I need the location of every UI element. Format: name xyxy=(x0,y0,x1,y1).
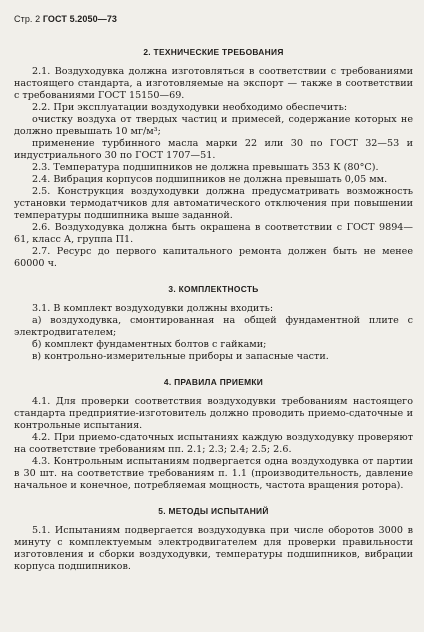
section-title: 2. ТЕХНИЧЕСКИЕ ТРЕБОВАНИЯ xyxy=(143,47,284,57)
paragraph: 4.1. Для проверки соответствия воздуходувки требованиям настоящего стандарта предприятие-изготовитель должно проводить приемо-сдаточные и контрольные испытания. xyxy=(14,396,413,431)
paragraph: применение турбинного масла марки 22 или 30 по ГОСТ 32—53 и индустриального 30 по ГОСТ 1707—51. xyxy=(14,138,413,161)
paragraph: очистку воздуха от твердых частиц и примесей, содержание которых не должно превышать 10 мг/м³; xyxy=(14,114,413,137)
section-title: 4. ПРАВИЛА ПРИЕМКИ xyxy=(163,377,264,387)
page-header xyxy=(14,14,117,24)
paragraph: 5.1. Испытаниям подвергается воздуходувка при числе оборотов 3000 в минуту с комплектуемым электродвигателем для проверки правильности изготовления и сборки воздуходувки, температуры подшипников, вибрации корпуса подшипников. xyxy=(14,525,413,572)
standard-number: ГОСТ 5.2050—73 xyxy=(42,14,118,24)
section-title: 3. КОМПЛЕКТНОСТЬ xyxy=(168,284,259,294)
paragraph: 2.3. Температура подшипников не должна превышать 353 К (80°С). xyxy=(32,162,379,173)
list-item: б) комплект фундаментных болтов с гайками; xyxy=(32,339,267,350)
paragraph: 2.7. Ресурс до первого капитального ремонта должен быть не менее 60000 ч. xyxy=(14,246,413,269)
paragraph: 3.1. В комплект воздуходувки должны входить: xyxy=(32,303,274,314)
paragraph: 2.4. Вибрация корпусов подшипников не должна превышать 0,05 мм. xyxy=(32,174,388,185)
paragraph: 4.2. При приемо-сдаточных испытаниях каждую воздуходувку проверяют на соответствие требованиям пп. 2.1; 2.3; 2.4; 2.5; 2.6. xyxy=(14,432,413,455)
paragraph: 2.6. Воздуходувка должна быть окрашена в соответствии с ГОСТ 9894—61, класс А, группа П1. xyxy=(14,222,413,245)
list-item: в) контрольно-измерительные приборы и запасные части. xyxy=(32,351,329,362)
paragraph: 2.1. Воздуходувка должна изготовляться в соответствии с требованиями настоящего стандарта, а изготовляемые на экспорт — также в соответствии с требованиями ГОСТ 15150—69. xyxy=(14,66,413,101)
list-item: а) воздуходувка, смонтированная на общей фундаментной плите с электродвигателем; xyxy=(14,315,413,338)
paragraph: 2.2. При эксплуатации воздуходувки необходимо обеспечить: xyxy=(32,102,348,113)
document-body xyxy=(14,42,413,573)
paragraph: 2.5. Конструкция воздуходувки должна предусматривать возможность установки термодатчиков для автоматического отключения при повышении температуры подшипника выше заданной. xyxy=(14,186,413,221)
paragraph: 4.3. Контрольным испытаниям подвергается одна воздуходувка от партии в 30 шт. на соответствие требованиям п. 1.1 (производительность, давление начальное и конечное, потребляемая мощность, частота вращения ротора). xyxy=(14,456,413,491)
page-number: Стр. 2 xyxy=(14,14,41,24)
section-title: 5. МЕТОДЫ ИСПЫТАНИЙ xyxy=(158,506,269,516)
